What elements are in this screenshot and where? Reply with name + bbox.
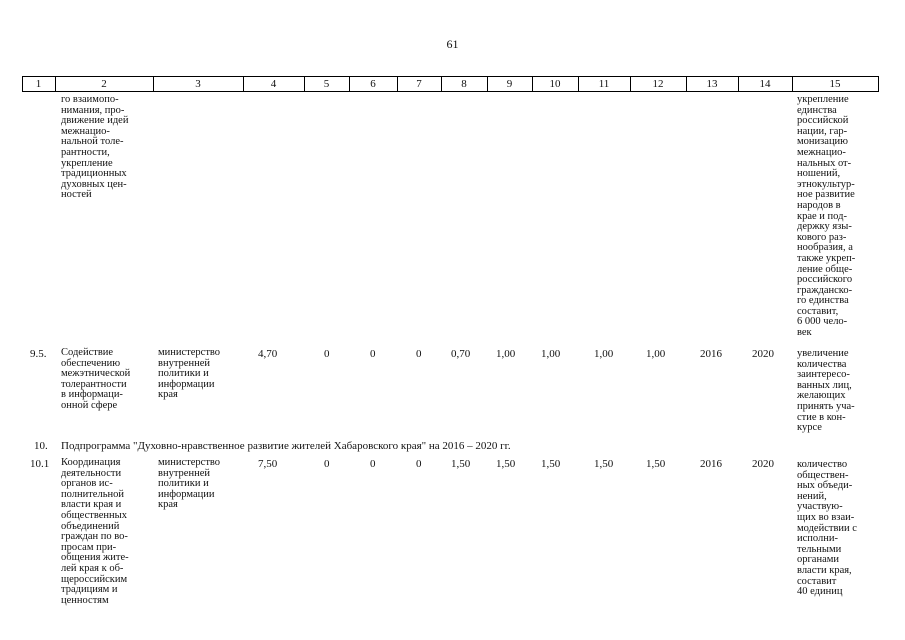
value-col-10: 1,00 bbox=[541, 348, 561, 360]
value-col-10: 1,50 bbox=[541, 458, 561, 470]
header-divider bbox=[532, 76, 533, 92]
header-col-2: 2 bbox=[55, 76, 153, 92]
header-divider bbox=[686, 76, 687, 92]
measure-name: Содействие обеспечению межэтнической толерантности в информаци- онной сфере bbox=[61, 347, 131, 411]
row-number: 10.1 bbox=[30, 458, 50, 470]
subprogram-title: Подпрограмма "Духовно-нравственное развитие жителей Хабаровского края" на 2016 – 2020 гг. bbox=[61, 440, 511, 452]
header-col-5: 5 bbox=[304, 76, 349, 92]
value-col-6: 0 bbox=[370, 458, 376, 470]
value-col-12: 1,50 bbox=[646, 458, 666, 470]
header-divider bbox=[630, 76, 631, 92]
header-divider bbox=[397, 76, 398, 92]
header-divider bbox=[878, 76, 879, 92]
total-funding: 7,50 bbox=[258, 458, 278, 470]
value-col-11: 1,00 bbox=[594, 348, 614, 360]
header-col-3: 3 bbox=[153, 76, 243, 92]
row-number: 10. bbox=[34, 440, 48, 452]
value-col-9: 1,50 bbox=[496, 458, 516, 470]
value-col-9: 1,00 bbox=[496, 348, 516, 360]
header-divider bbox=[441, 76, 442, 92]
total-funding: 4,70 bbox=[258, 348, 278, 360]
header-col-7: 7 bbox=[397, 76, 441, 92]
value-col-5: 0 bbox=[324, 348, 330, 360]
header-col-11: 11 bbox=[578, 76, 630, 92]
value-col-12: 1,00 bbox=[646, 348, 666, 360]
end-year: 2020 bbox=[752, 458, 774, 470]
header-divider bbox=[349, 76, 350, 92]
header-col-13: 13 bbox=[686, 76, 738, 92]
value-col-5: 0 bbox=[324, 458, 330, 470]
executor: министерство внутренней политики и информации края bbox=[158, 347, 221, 401]
continued-measure-name: го взаимопо- нимания, про- движение идей межнацио- нальной толе- рантности, укрепление традиционных духовных цен- ностей bbox=[61, 94, 129, 201]
header-col-6: 6 bbox=[349, 76, 397, 92]
header-divider bbox=[578, 76, 579, 92]
header-col-10: 10 bbox=[532, 76, 578, 92]
end-year: 2020 bbox=[752, 348, 774, 360]
start-year: 2016 bbox=[700, 458, 722, 470]
start-year: 2016 bbox=[700, 348, 722, 360]
value-col-7: 0 bbox=[416, 348, 422, 360]
header-divider bbox=[153, 76, 154, 92]
header-col-9: 9 bbox=[487, 76, 532, 92]
header-col-12: 12 bbox=[630, 76, 686, 92]
header-divider bbox=[243, 76, 244, 92]
value-col-7: 0 bbox=[416, 458, 422, 470]
header-col-15: 15 bbox=[792, 76, 878, 92]
executor: министерство внутренней политики и информации края bbox=[158, 457, 221, 511]
header-col-4: 4 bbox=[243, 76, 304, 92]
header-divider bbox=[55, 76, 56, 92]
header-col-8: 8 bbox=[441, 76, 487, 92]
expected-result: увеличение количества заинтересо- ванных лиц, желающих принять уча- стие в кон- курсе bbox=[797, 348, 855, 434]
header-col-1: 1 bbox=[22, 76, 55, 92]
header-divider bbox=[22, 76, 23, 92]
expected-result: количество обществен- ных объеди- нений, участвую- щих во взаи- модействии с исполни- тельными органами власти края, составит 40 единиц bbox=[797, 459, 857, 598]
value-col-11: 1,50 bbox=[594, 458, 614, 470]
measure-name: Координация деятельности органов ис- полнительной власти края и общественных объединений граждан по во- просам при- общения жите- лей края к об- щероссийским традициям и ценностям bbox=[61, 457, 129, 606]
header-divider bbox=[738, 76, 739, 92]
header-col-14: 14 bbox=[738, 76, 792, 92]
header-divider bbox=[304, 76, 305, 92]
row-number: 9.5. bbox=[30, 348, 47, 360]
header-divider bbox=[792, 76, 793, 92]
value-col-8: 1,50 bbox=[451, 458, 471, 470]
header-divider bbox=[487, 76, 488, 92]
value-col-8: 0,70 bbox=[451, 348, 471, 360]
continued-result: укрепление единства российской нации, гар- монизацию межнацио- нальных от- ношений, этнокультур- ное развитие народов в крае и под- держку язы- кового раз- нообразия, а также укреп- ление обще- российского гражданско- го единства составит, 6 000 чело- век bbox=[797, 94, 856, 339]
value-col-6: 0 bbox=[370, 348, 376, 360]
page-number: 61 bbox=[446, 37, 459, 51]
